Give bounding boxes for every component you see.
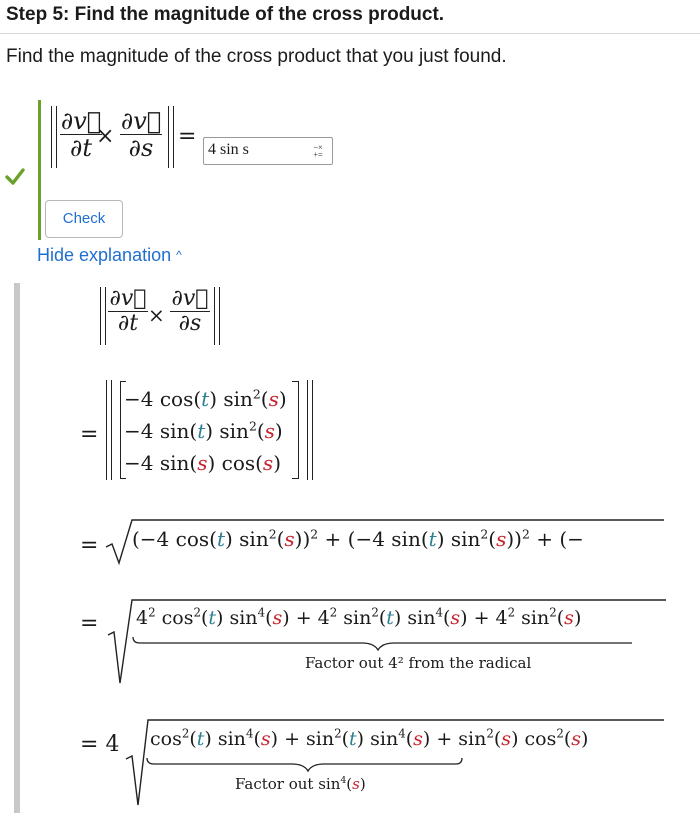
norm-right-1	[168, 106, 169, 168]
norm-left-1	[106, 380, 107, 480]
fraction-numerator: ∂v⃗	[60, 107, 102, 135]
check-button[interactable]: Check	[45, 200, 123, 238]
fraction-numerator: ∂v⃗	[109, 286, 147, 311]
factor-note-2-exp: 4	[340, 775, 347, 786]
factor-note-2-prefix: Factor out sin	[235, 775, 341, 793]
bracket-left	[120, 381, 121, 479]
coefficient-4: 4	[105, 732, 120, 757]
fraction-numerator: ∂v⃗	[171, 286, 209, 311]
math-keyboard-icon[interactable]: −× +=	[313, 143, 323, 159]
factored-radicand: $\cos^2(t) \sin^4(s) + \sin^2(t) \sin^4(s) + \sin^2(s)$ $\cos^2(s)$	[150, 726, 589, 750]
norm-right-2	[312, 380, 313, 480]
answer-accent-bar	[38, 100, 41, 240]
factor-note-2: Factor out $\sin^4(s)$	[235, 775, 366, 793]
vector-components	[124, 383, 287, 479]
norm-left-2	[56, 106, 57, 168]
vector-component-2: −4 sin(t) $\sin^2(s)$	[124, 418, 283, 443]
sum-of-squares: (−4 cos(t) $\sin^2(s))^2 + (-4$ sin(t) $\sin^2(s))^2$ + (−	[132, 526, 584, 551]
answer-input-value: 4 sin s	[208, 141, 249, 158]
cross-times: ×	[96, 124, 115, 149]
fraction-denominator: ∂s	[120, 134, 162, 161]
norm-right-2	[173, 106, 174, 168]
explanation-content	[80, 285, 700, 813]
factor-note-1: Factor out 4² from the radical	[305, 654, 532, 672]
equals-sign: =	[178, 124, 197, 149]
norm-right-1	[214, 287, 215, 345]
instruction-text: Find the magnitude of the cross product that you just found.	[6, 46, 507, 67]
fraction-denominator: ∂s	[170, 311, 210, 336]
factor-note-2-var: s	[352, 775, 360, 793]
norm-left-1	[100, 287, 101, 345]
underbrace-2	[146, 757, 466, 773]
partial-t-fraction	[108, 287, 148, 336]
cross-times: ×	[148, 303, 165, 327]
bracket-right	[298, 381, 299, 479]
norm-left-2	[111, 380, 112, 480]
equals-sign: =	[80, 611, 99, 636]
equals-four: = 4	[80, 732, 120, 757]
fraction-denominator: ∂t	[108, 311, 148, 336]
expanded-radicand: $4^2$ $\cos^2(t) \sin^4(s) + 4^2$ $\sin^2(t) \sin^4(s) + 4^2$ $\sin^2(s)$	[136, 605, 582, 629]
correct-check-icon	[5, 168, 25, 186]
question-expression	[46, 104, 196, 170]
step-title: Step 5: Find the magnitude of the cross product.	[6, 4, 445, 25]
header-divider	[0, 33, 700, 34]
explanation-bar	[14, 283, 20, 813]
hide-explanation-label: Hide explanation	[37, 245, 172, 265]
fraction-denominator: ∂t	[60, 134, 102, 161]
underbrace-1	[132, 636, 632, 652]
norm-left-1	[51, 106, 52, 168]
partial-s-fraction	[120, 108, 162, 161]
vector-component-1: −4 cos(t) $\sin^2(s)$	[124, 386, 287, 411]
equals-sign: =	[80, 533, 99, 558]
hide-explanation-toggle[interactable]	[37, 245, 182, 266]
norm-right-1	[307, 380, 308, 480]
norm-left-2	[105, 287, 106, 345]
fraction-numerator: ∂v⃗	[120, 107, 162, 135]
equals-sign: =	[80, 422, 99, 447]
partial-s-fraction	[170, 287, 210, 336]
norm-right-2	[219, 287, 220, 345]
chevron-up-icon: ^	[176, 248, 182, 262]
answer-input[interactable]	[203, 137, 333, 165]
vector-component-3: −4 sin(s) cos(s)	[124, 451, 281, 475]
